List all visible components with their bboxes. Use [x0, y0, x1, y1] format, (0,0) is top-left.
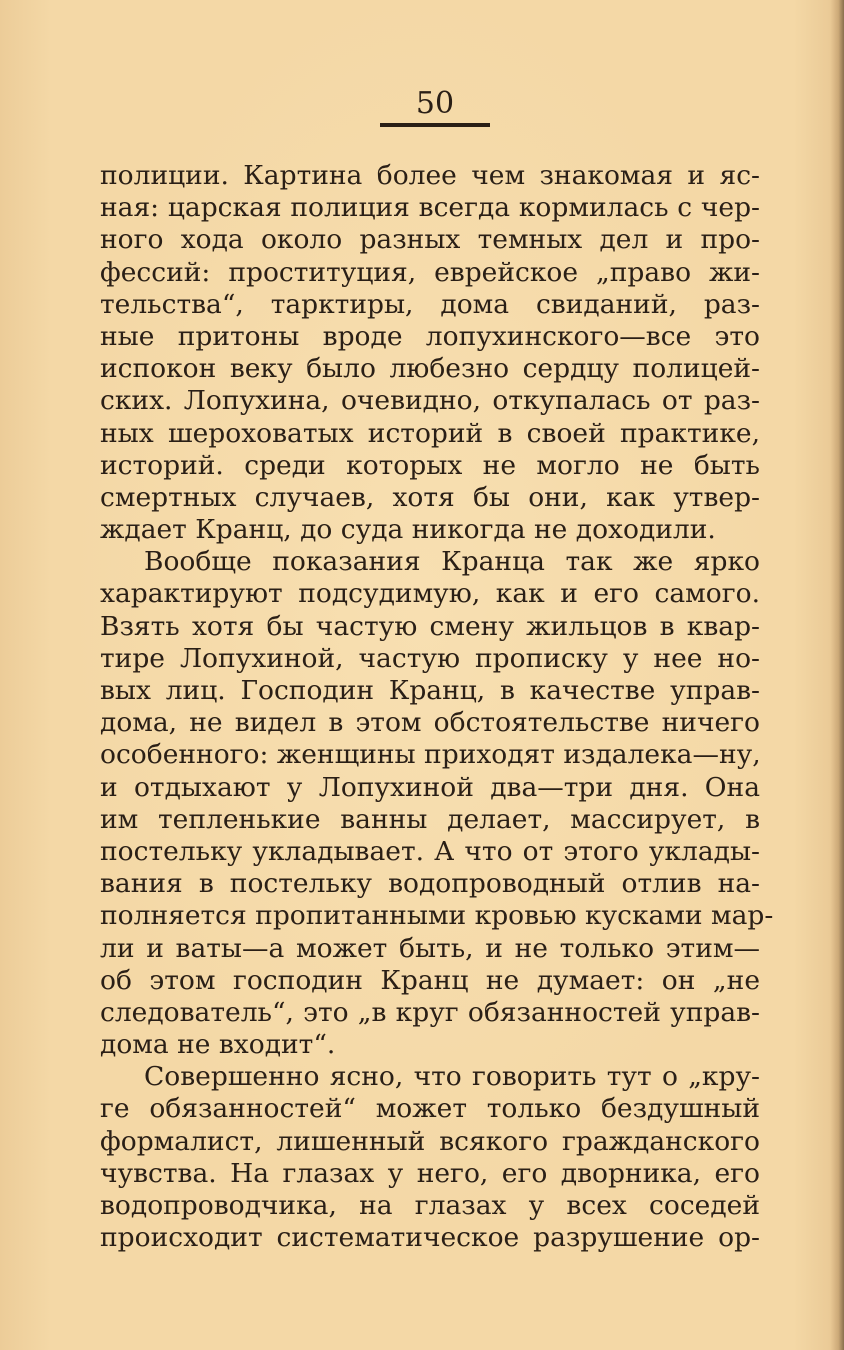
text-line: дома не входит“.: [100, 1029, 336, 1061]
text-line: ских. Лопухина, очевидно, откупалась от раз-: [100, 385, 760, 417]
text-line: Взять хотя бы частую смену жильцов в квар-: [100, 610, 760, 642]
text-line: об этом господин Кранц не думает: он „не: [100, 964, 760, 996]
page-number-rule: [380, 123, 490, 127]
text-line: особенного: женщины приходят издалека—ну,: [100, 739, 761, 771]
text-line: ные притоны вроде лопухинского—все это: [100, 320, 760, 352]
text-line: историй. среди которых не могло не быть: [100, 449, 760, 481]
text-line: ли и ваты—а может быть, и не только этим—: [100, 932, 760, 964]
text-line: ная: царская полиция всегда кормилась с чер-: [100, 192, 760, 224]
text-line: испокон веку было любезно сердцу полицей-: [100, 353, 760, 385]
text-line: полняется пропитанными кровью кусками мар-: [100, 900, 774, 932]
text-line: формалист, лишенный всякого гражданского: [100, 1125, 760, 1157]
text-line: ге обязанностей“ может только бездушный: [100, 1093, 760, 1125]
paragraph-start: Вообще показания Кранца так же ярко: [144, 546, 760, 578]
text-line: фессий: проституция, еврейское „право жи-: [100, 256, 760, 288]
text-line: полиции. Картина более чем знакомая и яс-: [100, 160, 760, 191]
text-line: тельства“, тарктиры, дома свиданий, раз-: [100, 288, 760, 320]
text-line: ных шероховатых историй в своей практике,: [100, 417, 760, 449]
text-line: характируют подсудимую, как и его самого.: [100, 578, 760, 610]
page-number: 50: [415, 86, 455, 121]
text-line: чувства. На глазах у него, его дворника, его: [100, 1157, 760, 1189]
text-line: тире Лопухиной, частую прописку у нее но-: [100, 642, 760, 674]
text-line: следователь“, это „в круг обязанностей управ-: [100, 996, 760, 1028]
text-line: происходит систематическое разрушение ор-: [100, 1222, 760, 1254]
text-line: ного хода около разных темных дел и про-: [100, 224, 760, 256]
text-line: вых лиц. Господин Кранц, в качестве управ-: [100, 675, 760, 706]
text-line: им тепленькие ванны делает, массирует, в: [100, 803, 760, 835]
text-line: ждает Кранц, до суда никогда не доходили.: [100, 514, 716, 546]
text-line: дома, не видел в этом обстоятельстве ничего: [100, 707, 760, 739]
paragraph-start: Совершенно ясно, что говорить тут о „кру-: [144, 1061, 760, 1093]
text-line: и отдыхают у Лопухиной два—три дня. Она: [100, 771, 760, 803]
text-line: водопроводчика, на глазах у всех соседей: [100, 1190, 760, 1221]
text-line: смертных случаев, хотя бы они, как утвер-: [100, 481, 760, 513]
body-text: [100, 160, 774, 1254]
text-line: постельку укладывает. А что от этого уклады-: [100, 835, 760, 867]
text-line: вания в постельку водопроводный отлив на-: [100, 868, 760, 900]
